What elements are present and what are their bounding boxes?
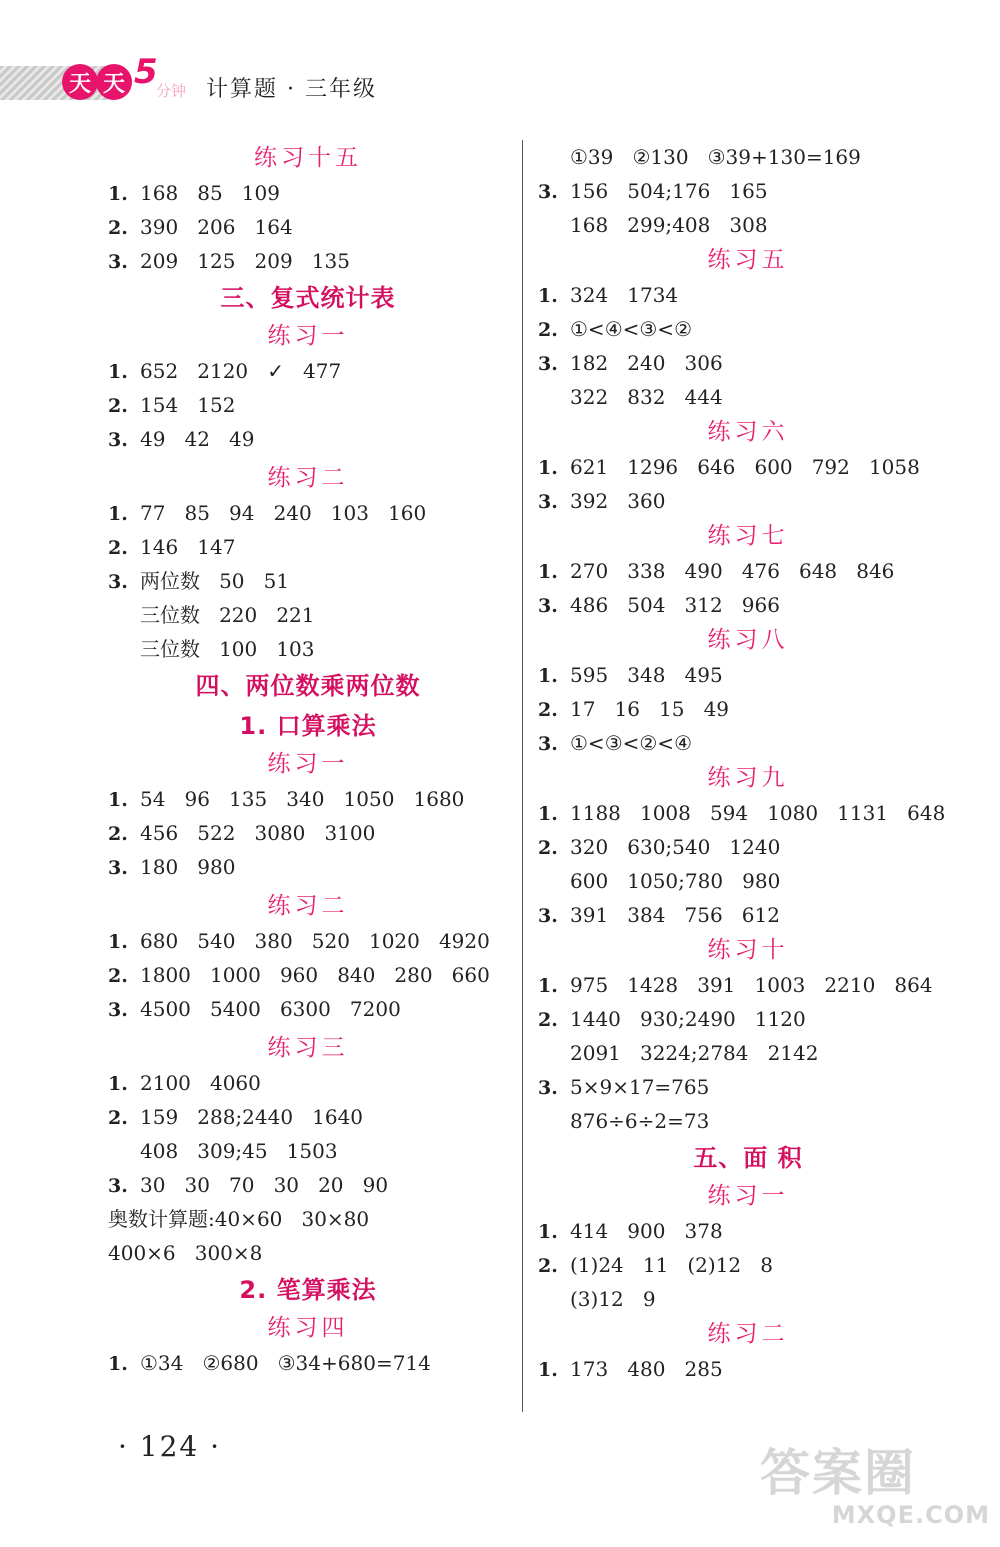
answer-text: 1800 1000 960 840 280 660	[140, 963, 490, 987]
answer-row	[538, 658, 958, 692]
answer-row	[108, 1346, 508, 1380]
answer-row	[538, 278, 958, 312]
answer-text: 168 85 109	[140, 181, 280, 205]
exercise-title: 练习三	[267, 1035, 349, 1061]
question-number: 3.	[538, 905, 558, 927]
answer-row	[108, 1100, 508, 1134]
answer-list	[108, 1346, 508, 1380]
answer-text: 180 980	[140, 855, 236, 879]
answer-row	[108, 598, 508, 632]
answer-text: 三位数 220 221	[140, 603, 315, 627]
answer-row	[108, 176, 508, 210]
left-column	[108, 140, 508, 1380]
answer-row	[108, 422, 508, 456]
answer-list	[538, 278, 958, 414]
answer-row	[538, 1070, 958, 1104]
answer-text: 680 540 380 520 1020 4920	[140, 929, 490, 953]
answer-row	[538, 174, 958, 208]
question-number: 2.	[108, 823, 128, 845]
question-number: 2.	[108, 965, 128, 987]
question-number: 1.	[108, 1353, 128, 1375]
answer-row	[108, 992, 508, 1026]
answer-text: 156 504;176 165	[570, 179, 768, 203]
watermark-url: MXQE.COM	[831, 1501, 990, 1529]
logo-badge-1: 天	[62, 64, 98, 100]
answer-text: (1)24 11 (2)12 8	[570, 1253, 773, 1277]
question-number: 3.	[108, 571, 128, 593]
question-number: 1.	[538, 285, 558, 307]
answer-text: 5×9×17=765	[570, 1075, 710, 1099]
question-number: 1.	[538, 803, 558, 825]
question-number: 3.	[538, 181, 558, 203]
answer-text: 154 152	[140, 393, 236, 417]
answer-row	[538, 554, 958, 588]
question-number: 2.	[538, 837, 558, 859]
answer-row	[538, 346, 958, 380]
question-number: 3.	[108, 1175, 128, 1197]
answer-row	[538, 1104, 958, 1138]
answer-list	[108, 1066, 508, 1202]
answer-text: 30 30 70 30 20 90	[140, 1173, 389, 1197]
logo-badge-2: 天	[96, 64, 132, 100]
answer-text: ①39 ②130 ③39+130=169	[570, 145, 861, 169]
question-number: 2.	[538, 1009, 558, 1031]
answer-list	[538, 450, 958, 518]
answer-list	[538, 1352, 958, 1386]
section-title: 五、面 积	[693, 1144, 803, 1172]
question-number: 3.	[108, 251, 128, 273]
answer-text: 三位数 100 103	[140, 637, 315, 661]
answer-row	[108, 782, 508, 816]
answer-row	[538, 864, 958, 898]
answer-row	[538, 312, 958, 346]
question-number: 3.	[108, 857, 128, 879]
answer-text: 1440 930;2490 1120	[570, 1007, 806, 1031]
answer-row	[538, 796, 958, 830]
answer-row	[108, 496, 508, 530]
answer-row	[538, 1248, 958, 1282]
answer-text: 600 1050;780 980	[570, 869, 781, 893]
answer-row	[538, 968, 958, 1002]
logo-number: 5	[134, 52, 158, 92]
answer-row	[108, 1134, 508, 1168]
answer-list	[538, 796, 958, 932]
question-number: 3.	[108, 999, 128, 1021]
logo-minute-text: 分钟	[156, 82, 187, 100]
answer-row	[538, 1036, 958, 1070]
answer-text: (3)12 9	[570, 1287, 656, 1311]
answer-text: 876÷6÷2=73	[570, 1109, 710, 1133]
answer-list	[108, 176, 508, 278]
question-number: 1.	[108, 1073, 128, 1095]
section-title: 四、两位数乘两位数	[195, 672, 421, 700]
answer-row	[538, 380, 958, 414]
answer-text: 595 348 495	[570, 663, 723, 687]
answer-text: 168 299;408 308	[570, 213, 768, 237]
question-number: 3.	[538, 595, 558, 617]
answer-list	[538, 1214, 958, 1316]
exercise-title: 练习二	[267, 465, 349, 491]
question-number: 2.	[108, 537, 128, 559]
answer-row	[538, 140, 958, 174]
question-number: 1.	[538, 1221, 558, 1243]
exercise-title: 练习五	[707, 247, 789, 273]
answer-row	[108, 632, 508, 666]
exercise-title: 练习四	[267, 1315, 349, 1341]
answer-text: 414 900 378	[570, 1219, 723, 1243]
watermark-main-text: 答案圈	[760, 1444, 916, 1502]
olympiad-line: 400×6 300×8	[108, 1241, 263, 1265]
question-number: 2.	[538, 1255, 558, 1277]
answer-text: 324 1734	[570, 283, 679, 307]
question-number: 1.	[538, 665, 558, 687]
question-number: 3.	[538, 353, 558, 375]
answer-list	[108, 782, 508, 884]
question-number: 1.	[108, 361, 128, 383]
answer-row	[538, 1282, 958, 1316]
question-number: 3.	[538, 491, 558, 513]
answer-row	[108, 244, 508, 278]
exercise-title: 练习六	[707, 419, 789, 445]
answer-row	[538, 1214, 958, 1248]
answer-text: 4500 5400 6300 7200	[140, 997, 401, 1021]
answer-row	[538, 1002, 958, 1036]
answer-text: 322 832 444	[570, 385, 723, 409]
answer-text: 17 16 15 49	[570, 697, 730, 721]
question-number: 3.	[108, 429, 128, 451]
answer-row	[108, 564, 508, 598]
answer-row	[538, 830, 958, 864]
exercise-title: 练习二	[267, 893, 349, 919]
answer-text: 209 125 209 135	[140, 249, 350, 273]
question-number: 1.	[538, 457, 558, 479]
question-number: 1.	[538, 1359, 558, 1381]
question-number: 2.	[108, 395, 128, 417]
answer-text: 975 1428 391 1003 2210 864	[570, 973, 933, 997]
exercise-title: 练习八	[707, 627, 789, 653]
answer-text: 456 522 3080 3100	[140, 821, 376, 845]
answer-row	[538, 898, 958, 932]
exercise-title: 练习一	[267, 751, 349, 777]
answer-row	[538, 1352, 958, 1386]
answer-text: 652 2120 ✓ 477	[140, 359, 342, 383]
answer-text: 408 309;45 1503	[140, 1139, 338, 1163]
answer-row	[108, 816, 508, 850]
answer-text: 49 42 49	[140, 427, 255, 451]
answer-text: 2091 3224;2784 2142	[570, 1041, 819, 1065]
answer-row	[108, 850, 508, 884]
answer-row	[538, 726, 958, 760]
answer-list	[538, 658, 958, 760]
answer-text: 392 360	[570, 489, 666, 513]
answer-text: 2100 4060	[140, 1071, 261, 1095]
right-column	[538, 140, 958, 1386]
answer-text: 159 288;2440 1640	[140, 1105, 364, 1129]
book-title: 计算题 · 三年级	[206, 77, 377, 102]
olympiad-line: 奥数计算题:40×60 30×80	[108, 1207, 370, 1231]
exercise-title: 练习二	[707, 1321, 789, 1347]
page-number: · 124 ·	[118, 1430, 222, 1463]
question-number: 2.	[108, 217, 128, 239]
exercise-title: 练习十五	[254, 145, 362, 171]
answer-text: 77 85 94 240 103 160	[140, 501, 427, 525]
question-number: 1.	[108, 789, 128, 811]
exercise-title: 练习一	[267, 323, 349, 349]
answer-text: 390 206 164	[140, 215, 293, 239]
section-title: 三、复式统计表	[220, 284, 396, 312]
answer-list	[108, 496, 508, 666]
exercise-title: 练习一	[707, 1183, 789, 1209]
answer-row	[538, 450, 958, 484]
exercise-title: 练习十	[707, 937, 789, 963]
book-header	[0, 52, 420, 112]
answer-row	[538, 692, 958, 726]
answer-row	[108, 1168, 508, 1202]
question-number: 1.	[538, 975, 558, 997]
exercise-title: 练习九	[707, 765, 789, 791]
question-number: 3.	[538, 1077, 558, 1099]
subsection-title: 2. 笔算乘法	[239, 1276, 377, 1304]
answer-row	[108, 388, 508, 422]
answer-list	[108, 354, 508, 456]
answer-row	[108, 354, 508, 388]
answer-row	[108, 210, 508, 244]
answer-row	[108, 530, 508, 564]
question-number: 1.	[108, 183, 128, 205]
answer-list	[108, 924, 508, 1026]
answer-text: 两位数 50 51	[140, 569, 290, 593]
answer-text: ①<③<②<④	[570, 731, 692, 755]
column-divider	[522, 140, 523, 1412]
answer-text: 1188 1008 594 1080 1131 648	[570, 801, 946, 825]
answer-text: 621 1296 646 600 792 1058	[570, 455, 920, 479]
answer-text: ①34 ②680 ③34+680=714	[140, 1351, 431, 1375]
answer-text: 270 338 490 476 648 846	[570, 559, 895, 583]
question-number: 3.	[538, 733, 558, 755]
answer-list	[538, 554, 958, 622]
answer-text: 486 504 312 966	[570, 593, 780, 617]
answer-text: 54 96 135 340 1050 1680	[140, 787, 465, 811]
answer-text: 182 240 306	[570, 351, 723, 375]
answer-row	[538, 208, 958, 242]
question-number: 1.	[108, 931, 128, 953]
question-number: 2.	[538, 699, 558, 721]
exercise-title: 练习七	[707, 523, 789, 549]
answer-list	[538, 140, 958, 242]
question-number: 2.	[108, 1107, 128, 1129]
answer-text: 320 630;540 1240	[570, 835, 781, 859]
answer-row	[108, 958, 508, 992]
question-number: 2.	[538, 319, 558, 341]
subsection-title: 1. 口算乘法	[239, 712, 377, 740]
answer-text: 146 147	[140, 535, 236, 559]
answer-row	[108, 1066, 508, 1100]
question-number: 1.	[538, 561, 558, 583]
answer-list	[538, 968, 958, 1138]
answer-text: ①<④<③<②	[570, 317, 692, 341]
answer-row	[538, 484, 958, 518]
answer-text: 391 384 756 612	[570, 903, 780, 927]
watermark-logo	[760, 1445, 990, 1535]
question-number: 1.	[108, 503, 128, 525]
answer-row	[108, 924, 508, 958]
answer-text: 173 480 285	[570, 1357, 723, 1381]
answer-row	[538, 588, 958, 622]
